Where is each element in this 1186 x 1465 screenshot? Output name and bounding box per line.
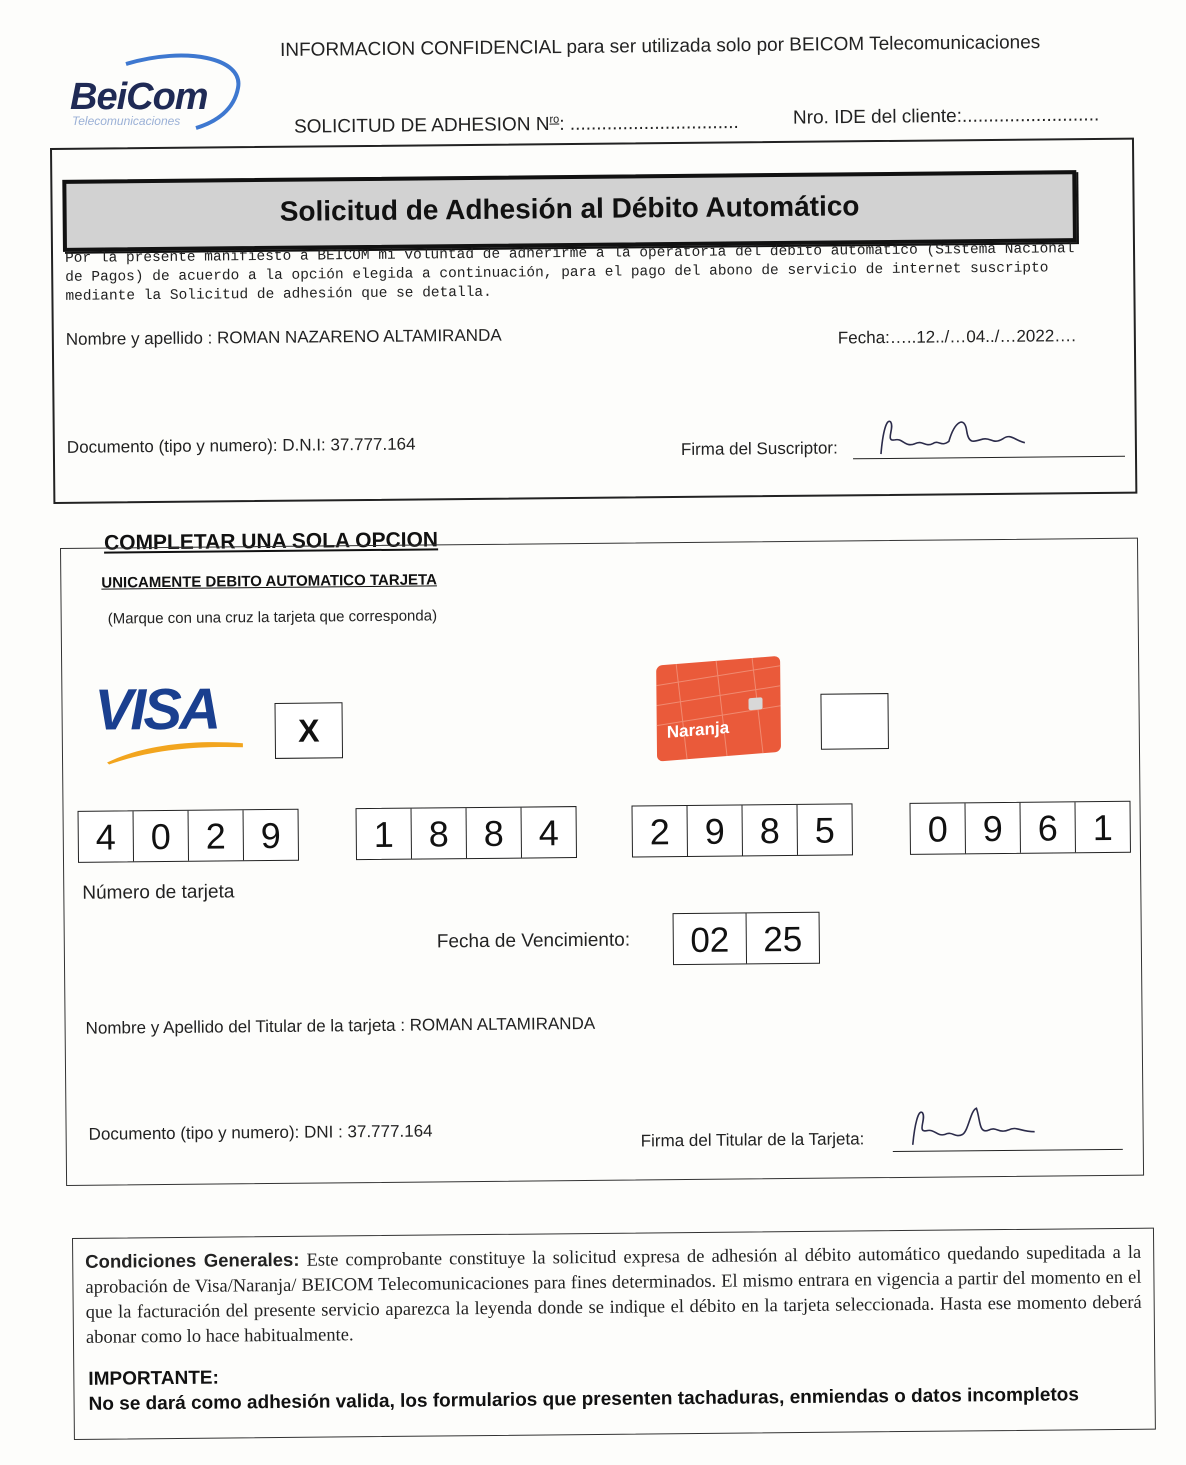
- conditions-lead: Condiciones Generales:: [85, 1248, 300, 1272]
- important-text: No se dará como adhesión valida, los formularios que presenten tachaduras, enmiendas o datos incompletos: [88, 1384, 1080, 1415]
- general-conditions: [85, 1239, 1142, 1351]
- card-instructions: (Marque con una cruz la tarjeta que corresponda): [107, 607, 438, 628]
- naranja-checkbox[interactable]: [820, 693, 889, 750]
- card-digit: 1: [1092, 806, 1113, 849]
- intro-text: Por la presente manifiesto a BEICOM mi voluntad de adherirme a la operatoria del débito automático (Sistema Nacional de Pagos) de acuerdo a la opción elegida a continuación, para el pago del abono de servicio de internet suscripto mediante la Solicitud de adhesión que se detalla.: [64, 241, 1075, 305]
- application-number-label: SOLICITUD DE ADHESION N: [293, 113, 550, 138]
- card-section: [60, 538, 1144, 1186]
- application-number: [294, 112, 739, 139]
- subscriber-signature-icon: [875, 411, 1035, 463]
- card-digit: 6: [1020, 802, 1075, 853]
- card-digit: 8: [467, 808, 522, 859]
- expiry-year: 25: [763, 919, 803, 960]
- logo-wordmark: BeiCom: [70, 76, 208, 118]
- subscriber-document: Documento (tipo y numero): D.N.I: 37.777.164: [66, 434, 416, 457]
- subscriber-signature-label: Firma del Suscriptor:: [680, 438, 838, 459]
- form-title-bar: [62, 170, 1077, 252]
- application-number-field[interactable]: : ................................: [559, 111, 739, 135]
- card-digit: 9: [965, 803, 1020, 854]
- card-digit: 4: [538, 812, 559, 854]
- cardholder-document: Documento (tipo y numero): DNI : 37.777.164: [88, 1121, 433, 1144]
- expiry-month: 02: [674, 913, 747, 964]
- subscriber-section: [50, 138, 1137, 504]
- subscriber-name: Nombre y apellido : ROMAN NAZARENO ALTAMIRANDA: [65, 325, 502, 349]
- important-notice: [88, 1357, 1128, 1417]
- card-digit: 5: [814, 809, 835, 851]
- cardholder-signature-icon: [906, 1100, 1046, 1151]
- card-digit: 2: [189, 810, 244, 861]
- expiry-label: Fecha de Vencimiento:: [436, 929, 631, 953]
- card-number-group-2[interactable]: [356, 806, 577, 860]
- conditions-section: [72, 1228, 1156, 1440]
- form-title: Solicitud de Adhesión al Débito Automático: [279, 190, 860, 227]
- visa-checkbox[interactable]: X: [274, 702, 343, 759]
- card-digit: 8: [743, 805, 798, 856]
- important-title: IMPORTANTE:: [88, 1367, 219, 1390]
- card-digit: 0: [910, 803, 965, 854]
- beicom-logo: [66, 52, 246, 132]
- card-number-label: Número de tarjeta: [82, 881, 235, 904]
- card-digit: 4: [79, 811, 134, 862]
- card-digit: 8: [412, 808, 467, 859]
- card-subheading: UNICAMENTE DEBITO AUTOMATICO TARJETA: [101, 571, 437, 592]
- card-number-group-4[interactable]: [909, 801, 1130, 855]
- naranja-logo: [656, 656, 781, 762]
- naranja-lines-icon: [656, 656, 781, 762]
- card-number-group-1[interactable]: [78, 809, 299, 863]
- application-number-sup: ro: [549, 113, 560, 126]
- conditions-text: Este comprobante constituye la solicitud expresa de adhesión al débito automático quedando supeditada a la aprobación de Visa/Naranja/ BEICOM Telecomunicaciones para fines determinados. El mismo entrara en vigencia a partir del momento en el que la facturación del presente servicio aparezca la leyenda donde se indique el débito en la tarjeta seleccionada. Hasta ese momento deberá abonar como lo hace habitualmente.: [85, 1242, 1142, 1348]
- visa-wordmark: VISA: [94, 676, 219, 743]
- confidential-notice: INFORMACION CONFIDENCIAL para ser utilizada solo por BEICOM Telecomunicaciones: [279, 32, 1041, 61]
- subscriber-date: Fecha:…..12../…04../…2022….: [837, 326, 1077, 348]
- client-id-field[interactable]: Nro. IDE del cliente:..........................: [792, 104, 1100, 129]
- card-digit: 2: [633, 806, 688, 857]
- naranja-wordmark: Naranja: [666, 717, 730, 742]
- cardholder-name: Nombre y Apellido del Titular de la tarjeta : ROMAN ALTAMIRANDA: [85, 1013, 596, 1038]
- section-heading: COMPLETAR UNA SOLA OPCION: [103, 528, 439, 555]
- card-digit: 9: [688, 805, 743, 856]
- card-digit: 0: [134, 811, 189, 862]
- card-digit: 1: [357, 809, 412, 860]
- cardholder-signature-label: Firma del Titular de la Tarjeta:: [640, 1129, 865, 1151]
- visa-swoosh-icon: [105, 737, 245, 764]
- logo-subtitle: Telecomunicaciones: [72, 114, 181, 128]
- expiry-field[interactable]: [673, 912, 820, 965]
- card-digit: 9: [260, 814, 281, 857]
- card-number-group-3[interactable]: [631, 803, 852, 857]
- visa-logo: [94, 675, 245, 764]
